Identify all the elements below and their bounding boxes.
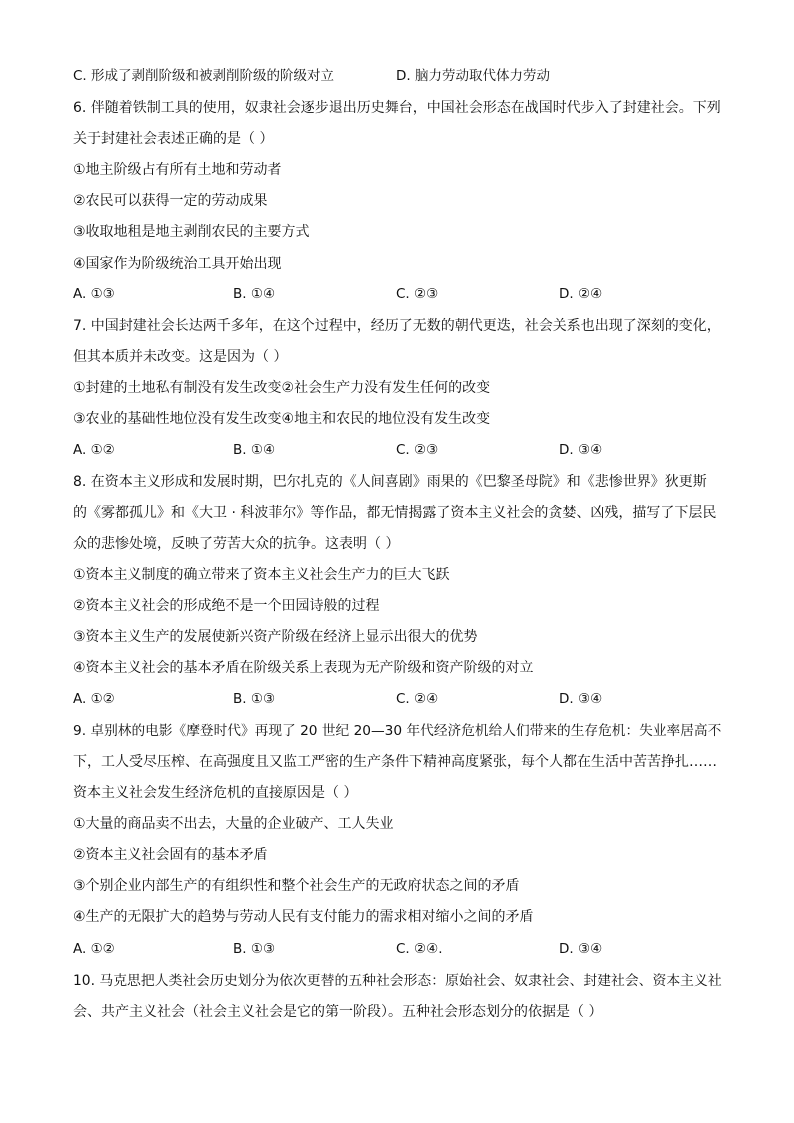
q9-option-d: D. ③④	[559, 941, 603, 957]
q8-option-d: D. ③④	[559, 691, 603, 707]
q5-option-c: C. 形成了剥削阶级和被剥削阶级的阶级对立	[73, 68, 335, 84]
q8-stem-line-3: 众的悲惨处境，反映了劳苦大众的抗争。这表明（ ）	[73, 536, 400, 552]
q10-stem-line-2: 会、共产主义社会（社会主义社会是它的第一阶段）。五种社会形态划分的依据是（ ）	[73, 1004, 603, 1020]
q9-item-2: ②资本主义社会固有的基本矛盾	[73, 847, 268, 863]
q9-item-1: ①大量的商品卖不出去，大量的企业破产、工人失业	[73, 816, 394, 832]
q6-stem-line-1: 6. 伴随着铁制工具的使用，奴隶社会逐步退出历史舞台，中国社会形态在战国时代步入了封建社会。下列	[73, 100, 721, 116]
q6-item-4: ④国家作为阶级统治工具开始出现	[73, 256, 282, 272]
q6-option-d: D. ②④	[559, 286, 603, 302]
q7-item-1: ①封建的土地私有制没有发生改变②社会生产力没有发生任何的改变	[73, 380, 491, 396]
q7-option-a: A. ①②	[73, 442, 115, 458]
q6-option-a: A. ①③	[73, 286, 115, 302]
q7-stem-line-2: 但其本质并未改变。这是因为（ ）	[73, 349, 288, 365]
q8-item-1: ①资本主义制度的确立带来了资本主义社会生产力的巨大飞跃	[73, 567, 450, 583]
q8-option-c: C. ②④	[396, 691, 439, 707]
q8-item-4: ④资本主义社会的基本矛盾在阶级关系上表现为无产阶级和资产阶级的对立	[73, 660, 534, 676]
q7-option-d: D. ③④	[559, 442, 603, 458]
q8-option-a: A. ①②	[73, 691, 115, 707]
q7-option-c: C. ②③	[396, 442, 439, 458]
q6-item-3: ③收取地租是地主剥削农民的主要方式	[73, 224, 310, 240]
q8-option-b: B. ①③	[233, 691, 276, 707]
q9-option-a: A. ①②	[73, 941, 115, 957]
q6-item-2: ②农民可以获得一定的劳动成果	[73, 193, 268, 209]
q9-item-4: ④生产的无限扩大的趋势与劳动人民有支付能力的需求相对缩小之间的矛盾	[73, 909, 534, 925]
q10-stem-line-1: 10. 马克思把人类社会历史划分为依次更替的五种社会形态：原始社会、奴隶社会、封建社会、资本主义社	[73, 973, 722, 989]
q7-stem-line-1: 7. 中国封建社会长达两千多年，在这个过程中，经历了无数的朝代更迭，社会关系也出现了深刻的变化，	[73, 318, 721, 334]
q6-item-1: ①地主阶级占有所有土地和劳动者	[73, 162, 282, 178]
q9-stem-line-3: 资本主义社会发生经济危机的直接原因是（ ）	[73, 785, 358, 801]
q9-stem-line-1: 9. 卓别林的电影《摩登时代》再现了 20 世纪 20—30 年代经济危机给人们带来的生存危机：失业率居高不	[73, 723, 722, 739]
q7-option-b: B. ①④	[233, 442, 276, 458]
q6-option-c: C. ②③	[396, 286, 439, 302]
q6-stem-line-2: 关于封建社会表述正确的是（ ）	[73, 131, 274, 147]
q7-item-2: ③农业的基础性地位没有发生改变④地主和农民的地位没有发生改变	[73, 411, 491, 427]
q8-stem-line-2: 的《雾都孤儿》和《大卫 · 科波菲尔》等作品，都无情揭露了资本主义社会的贪婪、凶残，描写了下层民	[73, 505, 717, 521]
q8-stem-line-1: 8. 在资本主义形成和发展时期，巴尔扎克的《人间喜剧》雨果的《巴黎圣母院》和《悲惨世界》狄更斯	[73, 474, 707, 490]
q5-option-d: D. 脑力劳动取代体力劳动	[396, 68, 550, 84]
q9-item-3: ③个别企业内部生产的有组织性和整个社会生产的无政府状态之间的矛盾	[73, 878, 520, 894]
q8-item-3: ③资本主义生产的发展使新兴资产阶级在经济上显示出很大的优势	[73, 629, 478, 645]
q6-option-b: B. ①④	[233, 286, 276, 302]
q9-option-b: B. ①③	[233, 941, 276, 957]
q9-stem-line-2: 下，工人受尽压榨、在高强度且又监工严密的生产条件下精神高度紧张，每个人都在生活中苦苦挣扎……	[73, 754, 717, 770]
q8-item-2: ②资本主义社会的形成绝不是一个田园诗般的过程	[73, 598, 380, 614]
q9-option-c: C. ②④.	[396, 941, 443, 957]
